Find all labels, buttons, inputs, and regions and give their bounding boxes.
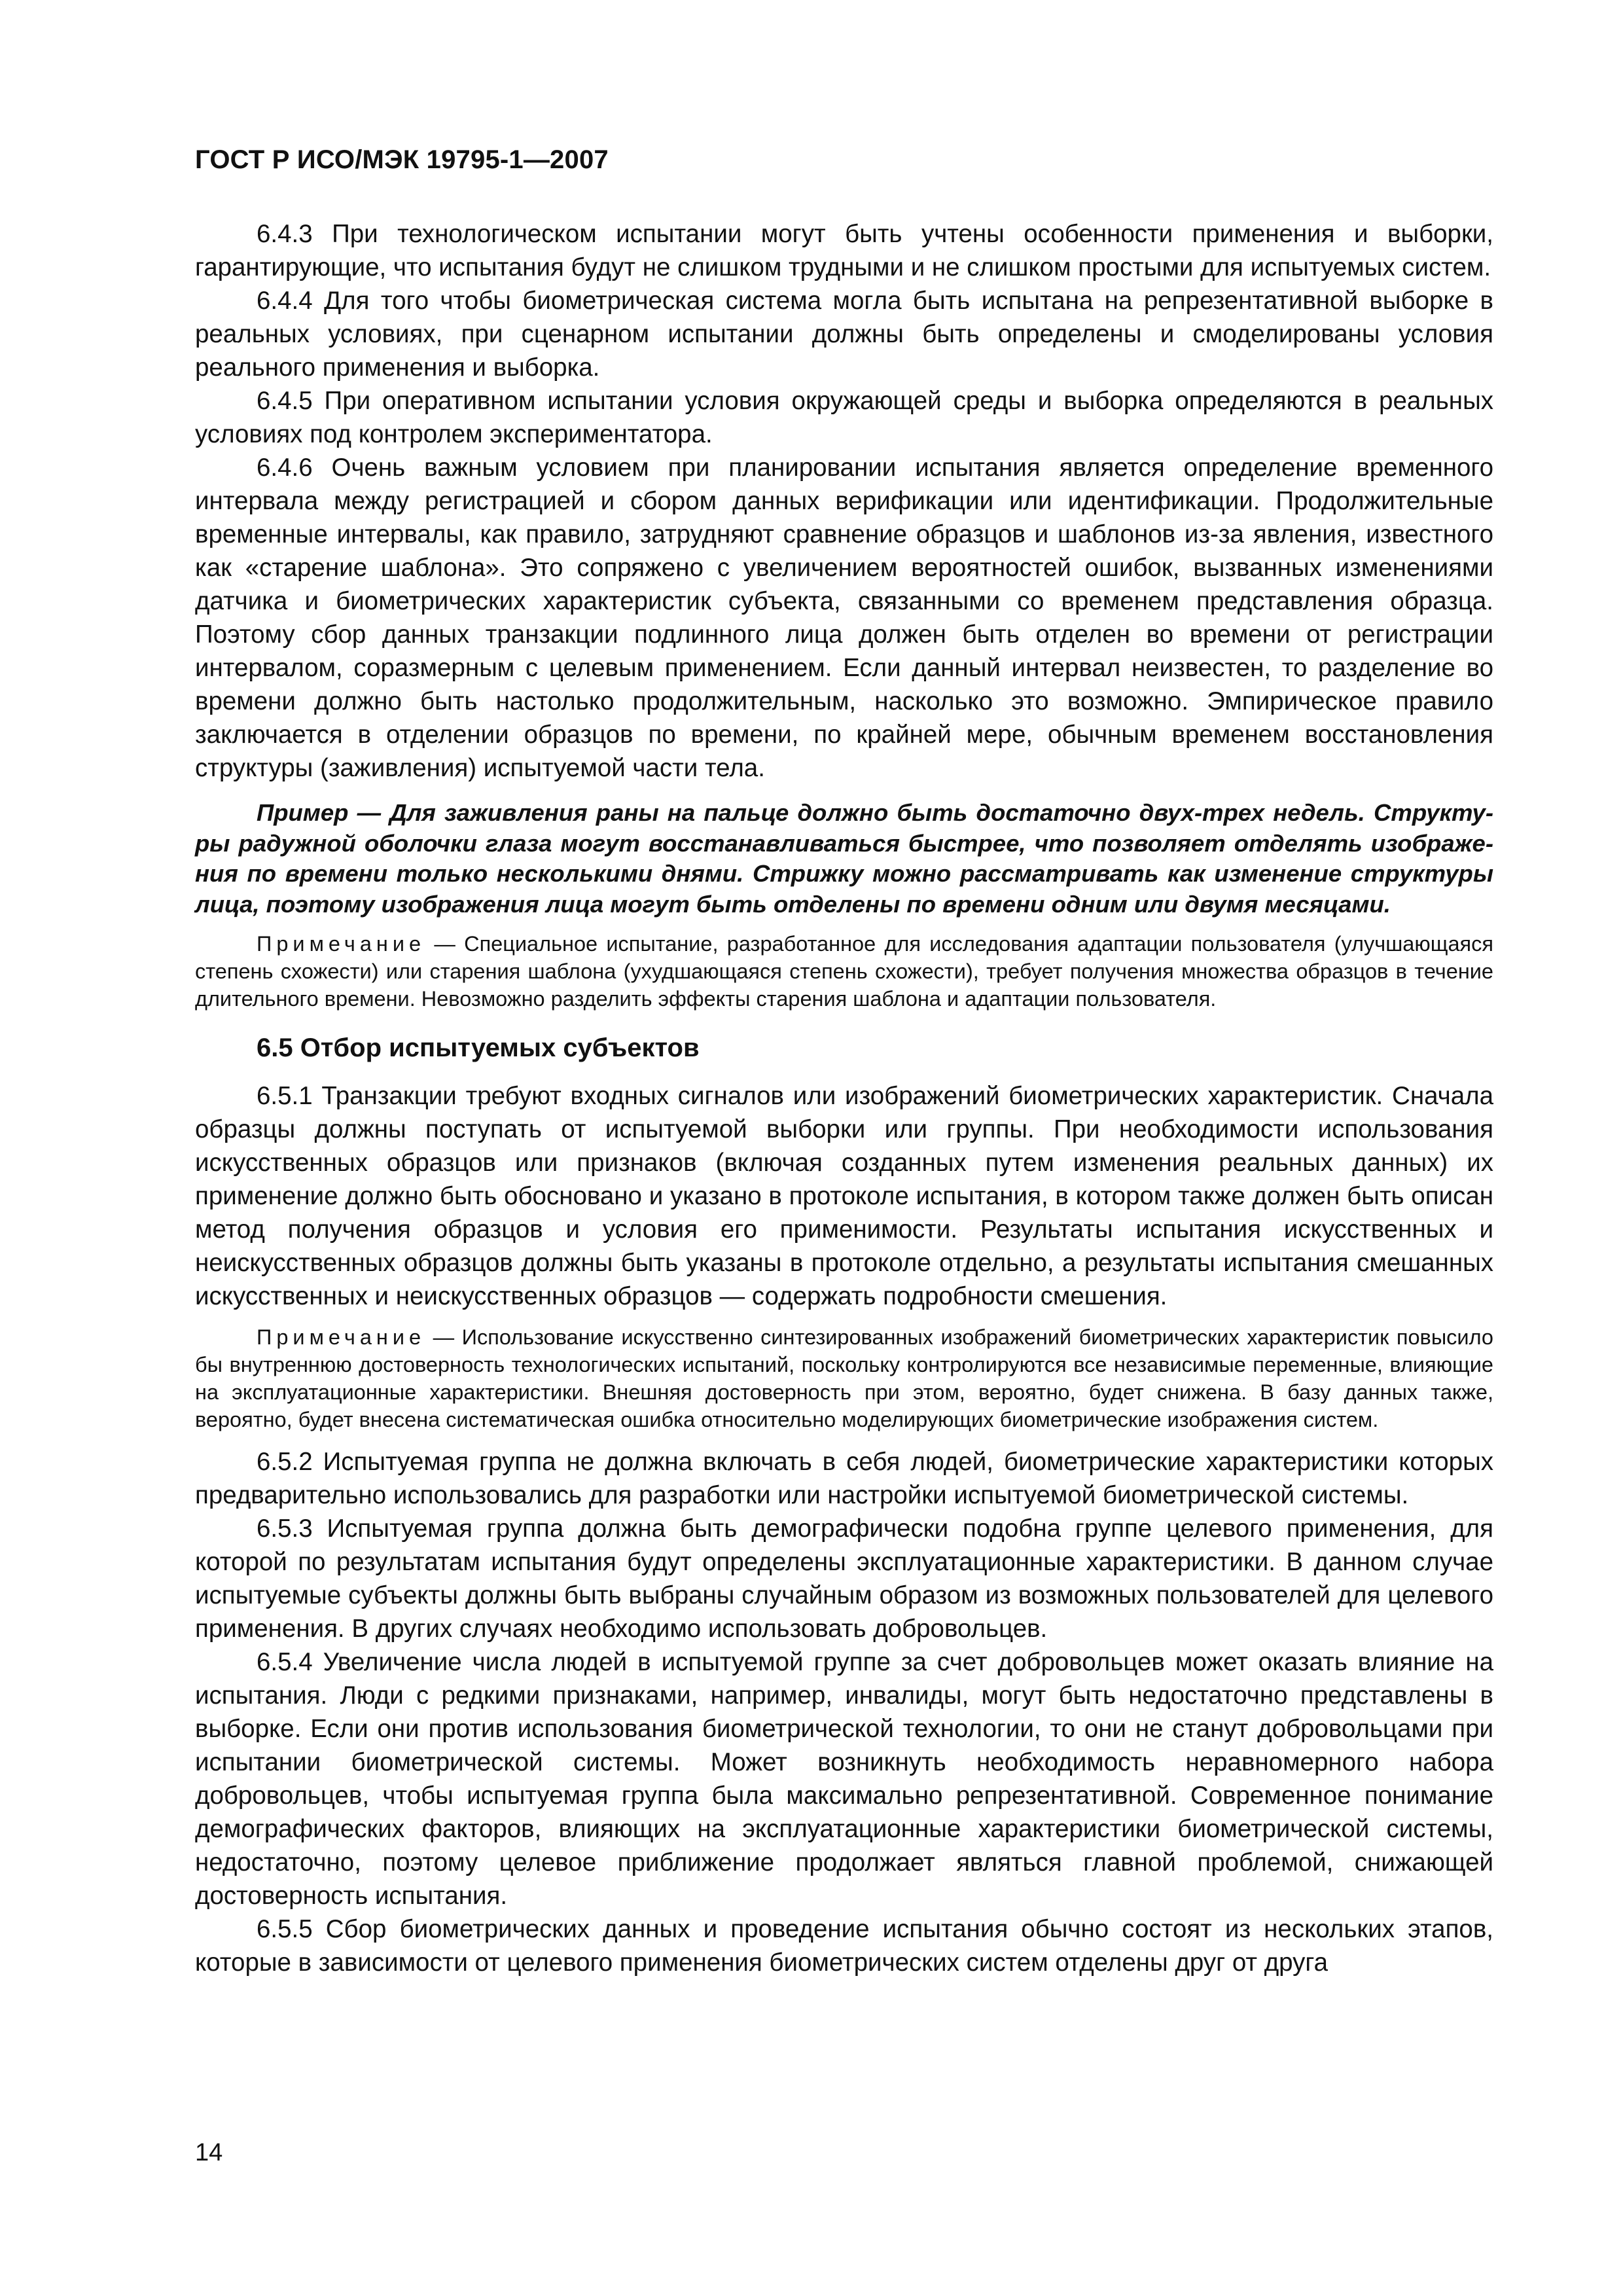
note-1-label: Примечание [257, 932, 426, 956]
paragraph-6-5-3: 6.5.3 Испытуемая группа должна быть демографически подобна группе целевого применения, для которой по результатам испытания будут определены эксплуатационные характеристики. В данном случае испытуемые субъекты должны быть выбраны случайным образом из возможных пользователей для целевого применения. В других случаях необходимо использовать добровольцев. [195, 1515, 1493, 1643]
page-number: 14 [195, 2139, 223, 2166]
example-block: Пример — Для заживления раны на пальце должно быть достаточно двух-трех недель. Структуры радужной оболочки глаза могут восстанавливаться быстрее, что позволяет отделять изображения по времени только несколькими днями. Стрижку можно рассматривать как изменение структуры лица, поэтому изображения лица могут быть отделены по времени одним или двумя месяцами. [195, 799, 1493, 918]
paragraph-6-4-4: 6.4.4 Для того чтобы биометрическая система могла быть испытана на репрезентативной выборке в реальных условиях, при сценарном испытании должны быть определены и смоделированы условия реального применения и выборка. [195, 287, 1493, 382]
paragraph-6-5-2: 6.5.2 Испытуемая группа не должна включать в себя людей, биометрические характеристики которых предварительно использовались для разработки или настройки испытуемой биометрической системы. [195, 1448, 1493, 1509]
paragraph-6-5-5: 6.5.5 Сбор биометрических данных и проведение испытания обычно состоят из нескольких этапов, которые в зависимости от целевого применения биометрических систем отделены друг от друга [195, 1915, 1493, 1977]
paragraph-6-5-4: 6.5.4 Увеличение числа людей в испытуемой группе за счет добровольцев может оказать влияние на испытания. Люди с редкими признаками, например, инвалиды, могут быть недостаточно представлены в выборке. Если они против использования биометрической технологии, то они не станут добровольцами при испытании биометрической системы. Может возникнуть необходимость неравномерного набора добровольцев, чтобы испытуемая группа была максимально репрезентативной. Современное понимание демографических факторов, влияющих на эксплуатационные характеристики биометрической системы, недостаточно, поэтому целевое приближение продолжает являться главной проблемой, снижающей достоверность испытания. [195, 1648, 1493, 1910]
paragraph-6-5-1: 6.5.1 Транзакции требуют входных сигналов или изображений биометрических характеристик. Сначала образцы должны поступать от испытуемой выборки или группы. При необходимости использования искусственных образцов или признаков (включая созданных путем изменения реальных данных) их применение должно быть обосновано и указано в протоколе испытания, в котором также должен быть описан метод получения образцов и условия его применимости. Результаты испытания искусственных и неискусственных образцов должны быть указаны в протоколе отдельно, а результаты испытания смешанных искусственных и неискусственных образцов — содержать подробности смешения. [195, 1082, 1493, 1310]
document-header: ГОСТ Р ИСО/МЭК 19795-1—2007 [195, 145, 609, 174]
paragraph-6-4-5: 6.4.5 При оперативном испытании условия окружающей среды и выборка определяются в реальных условиях под контролем экспериментатора. [195, 387, 1493, 448]
section-heading-6-5: 6.5 Отбор испытуемых субъектов [257, 1033, 700, 1062]
note-1 [195, 930, 1493, 1013]
note-2 [195, 1323, 1493, 1433]
paragraph-6-4-6: 6.4.6 Очень важным условием при планировании испытания является определение временного интервала между регистрацией и сбором данных верификации или идентификации. Продолжительные временные интервалы, как правило, затрудняют сравнение образцов и шаблонов из-за явления, известного как «старение шаблона». Это сопряжено с увеличением вероятностей ошибок, вызванных изменениями датчика и биометрических характеристик субъекта, связанными со временем представления образца. Поэтому сбор данных транзакции подлинного лица должен быть отделен во времени от регистрации интервалом, соразмерным с целевым применением. Если данный интервал неизвестен, то разделение во времени должно быть настолько продолжительным, насколько это возможно. Эмпирическое правило заключается в отделении образцов по времени, по крайней мере, обычным временем восстановления структуры (заживления) испытуемой части тела. [195, 454, 1493, 782]
paragraph-6-4-3: 6.4.3 При технологическом испытании могут быть учтены особенности применения и выборки, гарантирующие, что испытания будут не слишком трудными и не слишком простыми для испытуемых систем. [195, 220, 1493, 281]
note-1-text: — Специальное испытание, разработанное для исследования адаптации пользователя (улучшающаяся степень схожести) или старения шаблона (ухудшающаяся степень схожести), требует получения множества образцов в течение длительного времени. Невозможно разделить эффекты старения шаблона и адаптации пользователя. [195, 932, 1493, 1011]
note-2-text: — Использование искусственно синтезированных изображений биометрических характеристик повысило бы внутреннюю достоверность технологических испытаний, поскольку контролируются все независимые переменные, влияющие на эксплуатационные характеристики. Внешняя достоверность при этом, вероятно, будет снижена. В базу данных также, вероятно, будет внесена систематическая ошибка относительно моделирующих биометрические изображения систем. [195, 1325, 1493, 1431]
document-body [195, 217, 1493, 1979]
note-2-label: Примечание [257, 1325, 426, 1349]
